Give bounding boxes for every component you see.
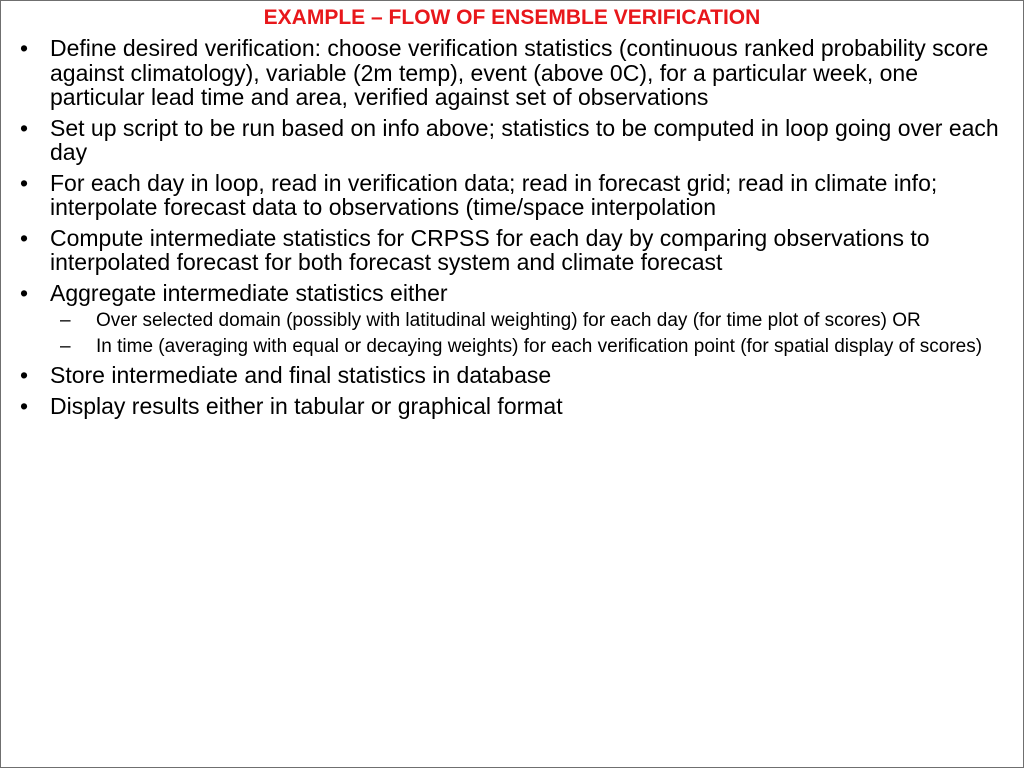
bullet-marker: • [19,362,29,388]
bullet-text: Display results either in tabular or graphical format [50,392,563,419]
bullet-text: For each day in loop, read in verification data; read in forecast grid; read in climate info; interpolate forecast data to observations (time/space interpolation [50,169,938,220]
bullet-list [1,36,1023,424]
bullet-marker: • [19,224,29,251]
sub-bullet-item [50,336,1005,357]
bullet-text: Compute intermediate statistics for CRPSS for each day by comparing observations to interpolated forecast for both forecast system and climate forecast [50,224,930,275]
bullet-item [1,394,1023,419]
bullet-marker: • [19,114,29,141]
bullet-marker: • [19,169,29,196]
sub-bullet-marker: – [60,336,71,357]
sub-bullet-item [50,310,1005,331]
bullet-text: Set up script to be run based on info above; statistics to be computed in loop going over each day [50,114,999,165]
sub-bullet-marker: – [60,310,71,331]
bullet-item [1,36,1023,110]
bullet-item [1,226,1023,275]
sub-bullet-text: Over selected domain (possibly with latitudinal weighting) for each day (for time plot of scores) OR [96,310,921,331]
bullet-text: Store intermediate and final statistics in database [50,362,552,388]
bullet-text: Aggregate intermediate statistics either [50,279,448,306]
bullet-marker: • [19,35,29,61]
sub-bullet-text: In time (averaging with equal or decaying weights) for each verification point (for spatial display of scores) [96,336,983,357]
bullet-text: Define desired verification: choose verification statistics (continuous ranked probability score against climatology), variable (2m temp), event (above 0C), for a particular week, one particular lead time and area, verified against set of observations [50,35,989,110]
bullet-item [1,116,1023,165]
sub-bullet-list [50,310,1005,357]
bullet-item [1,171,1023,220]
bullet-item [1,363,1023,388]
slide-title: EXAMPLE – FLOW OF ENSEMBLE VERIFICATION [263,6,761,29]
bullet-marker: • [19,392,29,419]
bullet-item [1,281,1023,358]
bullet-marker: • [19,279,29,306]
